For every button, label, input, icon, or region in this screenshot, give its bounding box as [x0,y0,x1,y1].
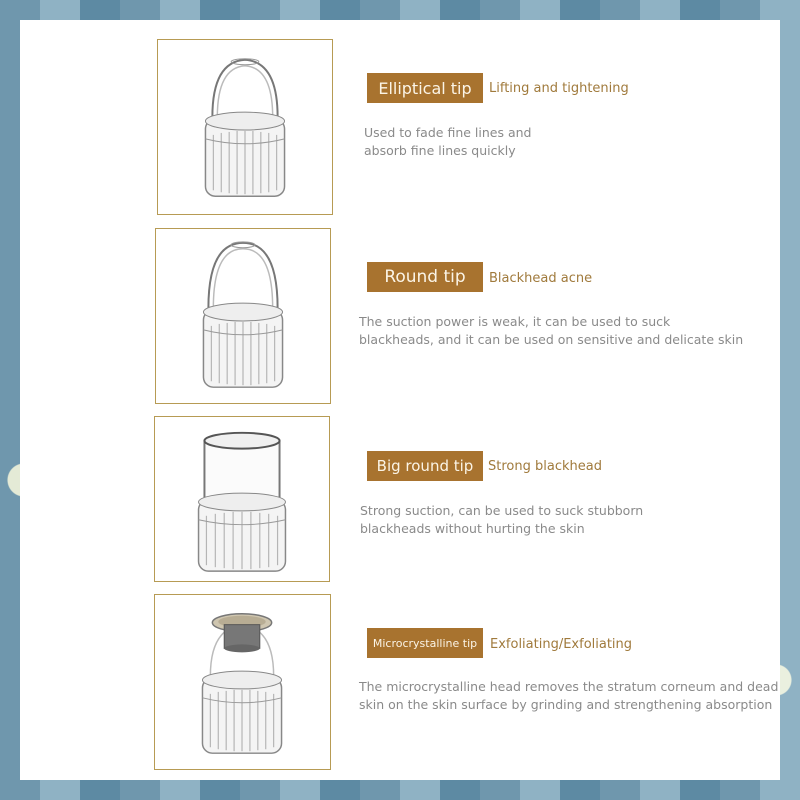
big-round-tip-subtitle: Strong blackhead [488,459,602,474]
elliptical-tip-icon [158,40,332,214]
round-tip-subtitle: Blackhead acne [489,271,593,286]
elliptical-tip-image [157,39,333,215]
big-round-tip-icon [155,417,329,581]
elliptical-tip-subtitle: Lifting and tightening [489,81,629,96]
microcrystalline-tip-image [154,594,331,770]
round-tip-title: Round tip [367,262,483,292]
elliptical-tip-title: Elliptical tip [367,73,483,103]
round-tip-icon [156,229,330,403]
round-tip-description: The suction power is weak, it can be used to suck blackheads, and it can be used on sensitive and delicate skin [359,314,744,347]
microcrystalline-tip-title: Microcrystalline tip [367,628,483,658]
microcrystalline-tip-subtitle: Exfoliating/Exfoliating [490,637,633,652]
microcrystalline-tip-icon [155,595,330,769]
microcrystalline-tip-description: The microcrystalline head removes the stratum corneum and dead skin on the skin surface by grinding and strengthening absorption [359,679,779,712]
elliptical-tip-description: Used to fade fine lines and absorb fine lines quickly [364,125,532,158]
big-round-tip-title: Big round tip [367,451,483,481]
big-round-tip-description: Strong suction, can be used to suck stubborn blackheads without hurting the skin [360,503,644,536]
round-tip-image [155,228,331,404]
big-round-tip-image [154,416,330,582]
